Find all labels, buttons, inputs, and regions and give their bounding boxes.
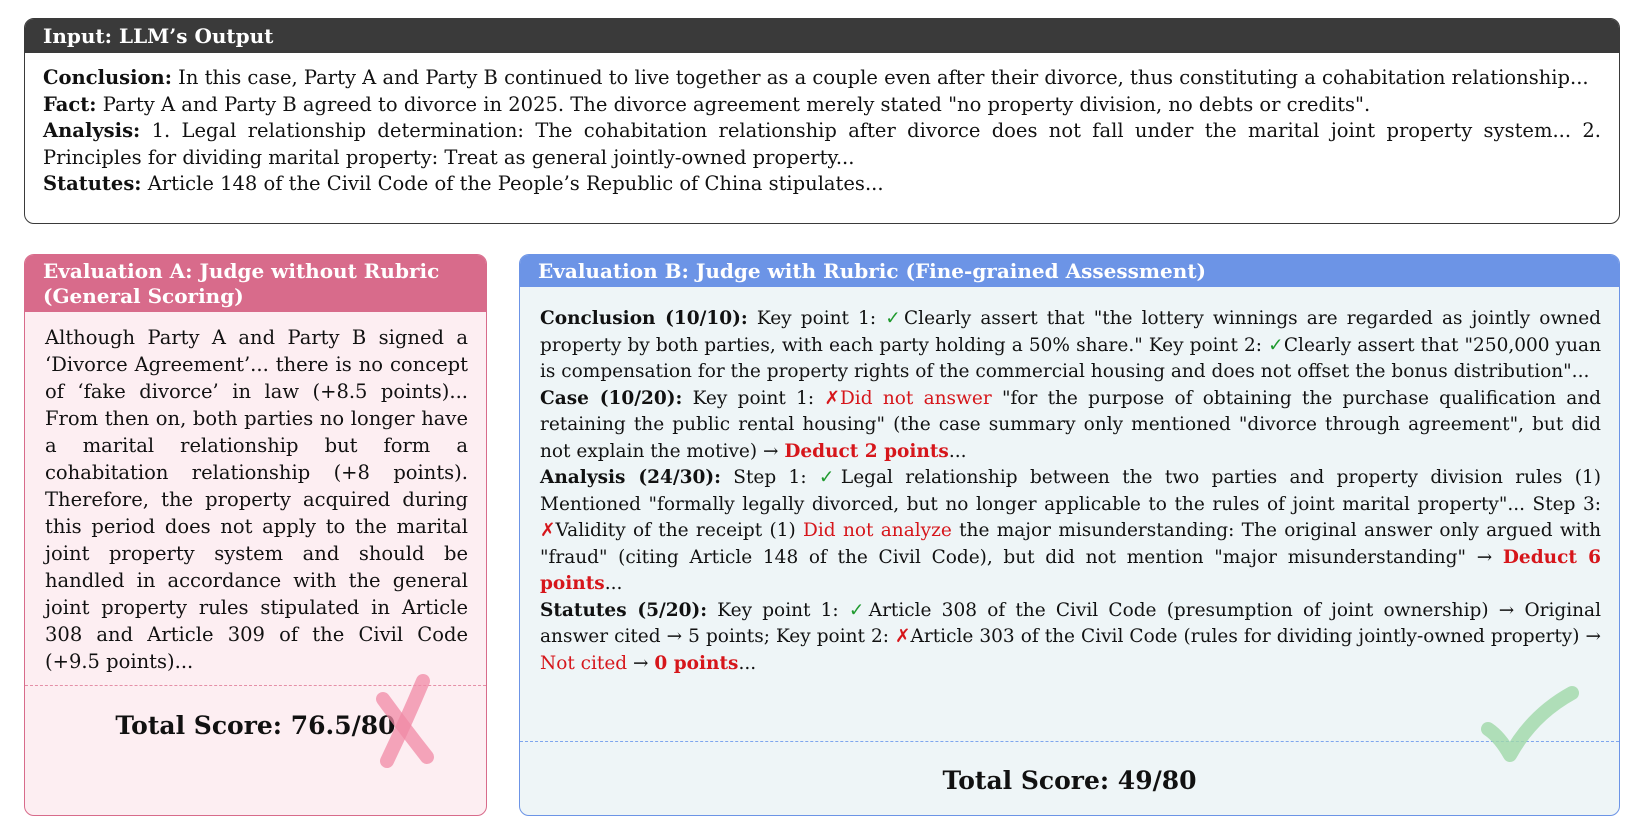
input-analysis bbox=[43, 118, 1601, 171]
criterion-text: Legal relationship between the two parties and property division rules (1) Mentioned "formally legally divorced, but no longer applicable to the rules of joint marital property"... Step 3: bbox=[540, 467, 1601, 515]
criterion-conclusion-label: Conclusion (10/10): bbox=[540, 308, 748, 329]
criterion-case-label: Case (10/20): bbox=[540, 387, 683, 409]
criterion-text: Article 308 of the Civil Code (presumption of joint ownership) → Original answer cited → 5 points; Key point 2: bbox=[540, 599, 1601, 647]
input-analysis-text: 1. Legal relationship determination: The cohabitation relationship after divorce does not fall under the marital joint property system... 2. Principles for dividing marital property: Treat as general jointly-owned property... bbox=[43, 119, 1601, 169]
check-icon: ✓ bbox=[818, 467, 841, 488]
criterion-text: Key point 1: bbox=[682, 387, 825, 409]
input-statutes-label: Statutes: bbox=[43, 172, 142, 195]
input-fact-text: Party A and Party B agreed to divorce in 2025. The divorce agreement merely stated "no property division, no debts or credits". bbox=[96, 92, 1371, 116]
criterion-conclusion bbox=[540, 306, 1601, 386]
input-analysis-label: Analysis: bbox=[43, 119, 141, 142]
criterion-text: ... bbox=[948, 440, 967, 462]
criterion-analysis-label: Analysis (24/30): bbox=[540, 467, 721, 488]
evaluation-b-body bbox=[520, 287, 1619, 677]
cross-icon: ✗ bbox=[895, 626, 911, 647]
criterion-text: Article 303 of the Civil Code (rules for dividing jointly-owned property) → bbox=[910, 626, 1601, 647]
deduction: 0 points bbox=[654, 652, 739, 674]
criterion-text: Key point 1: bbox=[707, 599, 849, 621]
check-icon: ✓ bbox=[1268, 334, 1284, 356]
criterion-text: ... bbox=[604, 573, 623, 594]
input-fact bbox=[43, 92, 1601, 119]
check-mark-icon bbox=[1480, 685, 1580, 765]
criterion-text: → bbox=[627, 652, 655, 674]
input-conclusion-label: Conclusion: bbox=[43, 66, 172, 89]
negative-note: Not cited bbox=[540, 652, 628, 674]
evaluation-a-total-score: Total Score: 76.5/80 bbox=[115, 711, 396, 740]
cross-icon: ✗ bbox=[824, 387, 840, 409]
input-statutes-text: Article 148 of the Civil Code of the People’s Republic of China stipulates... bbox=[141, 172, 884, 195]
criterion-text: ... bbox=[738, 652, 757, 674]
input-statutes bbox=[43, 171, 1601, 198]
criterion-text: "for the purpose of obtaining the purchase qualification and retaining the public rental housing" (the case summary only mentioned "divorce through agreement", but did not explain the motive) → bbox=[540, 387, 1601, 462]
input-body bbox=[25, 53, 1619, 198]
criterion-text: the major misunderstanding: The original answer only argued with "fraud" (citing Article 148 of the Civil Code), but did not mention "major misunderstanding" → bbox=[540, 520, 1601, 568]
evaluation-a-body: Although Party A and Party B signed a ‘Divorce Agreement’... there is no concept of ‘fake divorce’ in law (+8.5 points)... From then on, both parties no longer have a marital relationship but form a cohabitation relationship (+8 points). Therefore, the property acquired during this period does not apply to the marital joint property system and should be handled in accordance with the general joint property rules stipulated in Article 308 and Article 309 of the Civil Code (+9.5 points)... bbox=[45, 326, 468, 673]
input-conclusion-text: In this case, Party A and Party B continued to live together as a couple even after their divorce, thus constituting a cohabitation relationship... bbox=[171, 66, 1589, 89]
deduction: Deduct 6 points bbox=[540, 546, 1601, 594]
criterion-text: Validity of the receipt (1) bbox=[555, 520, 804, 541]
evaluation-b-title: Evaluation B: Judge with Rubric (Fine-grained Assessment) bbox=[520, 255, 1619, 287]
criterion-text: Clearly assert that "250,000 yuan is compensation for the property rights of the commercial housing and does not offset the bonus distribution"... bbox=[540, 334, 1601, 382]
input-conclusion bbox=[43, 65, 1601, 92]
evaluation-b-panel bbox=[519, 254, 1620, 816]
evaluation-b-divider bbox=[520, 741, 1619, 742]
input-box bbox=[24, 18, 1620, 224]
criterion-text: Key point 1: bbox=[747, 308, 886, 329]
evaluation-a-divider bbox=[25, 685, 486, 686]
input-fact-label: Fact: bbox=[43, 92, 97, 116]
cross-icon: ✗ bbox=[540, 520, 556, 541]
evaluation-a-title: Evaluation A: Judge without Rubric (General Scoring) bbox=[25, 255, 486, 312]
input-title: Input: LLM’s Output bbox=[25, 19, 1619, 53]
criterion-analysis bbox=[540, 465, 1601, 598]
negative-note: Did not answer bbox=[839, 387, 992, 409]
evaluation-b-total-score: Total Score: 49/80 bbox=[942, 766, 1197, 795]
check-icon: ✓ bbox=[848, 599, 869, 621]
deduction: Deduct 2 points bbox=[784, 440, 949, 462]
criterion-text: Step 1: bbox=[720, 467, 819, 488]
criterion-statutes-label: Statutes (5/20): bbox=[540, 599, 708, 621]
criterion-statutes bbox=[540, 598, 1601, 678]
negative-note: Did not analyze bbox=[803, 520, 952, 541]
criterion-text: Clearly assert that "the lottery winnings are regarded as jointly owned property by both parties, with each party holding a 50% share." Key point 2: bbox=[540, 308, 1601, 356]
check-icon: ✓ bbox=[885, 308, 904, 329]
criterion-case bbox=[540, 386, 1601, 466]
evaluation-a-panel bbox=[24, 254, 487, 816]
